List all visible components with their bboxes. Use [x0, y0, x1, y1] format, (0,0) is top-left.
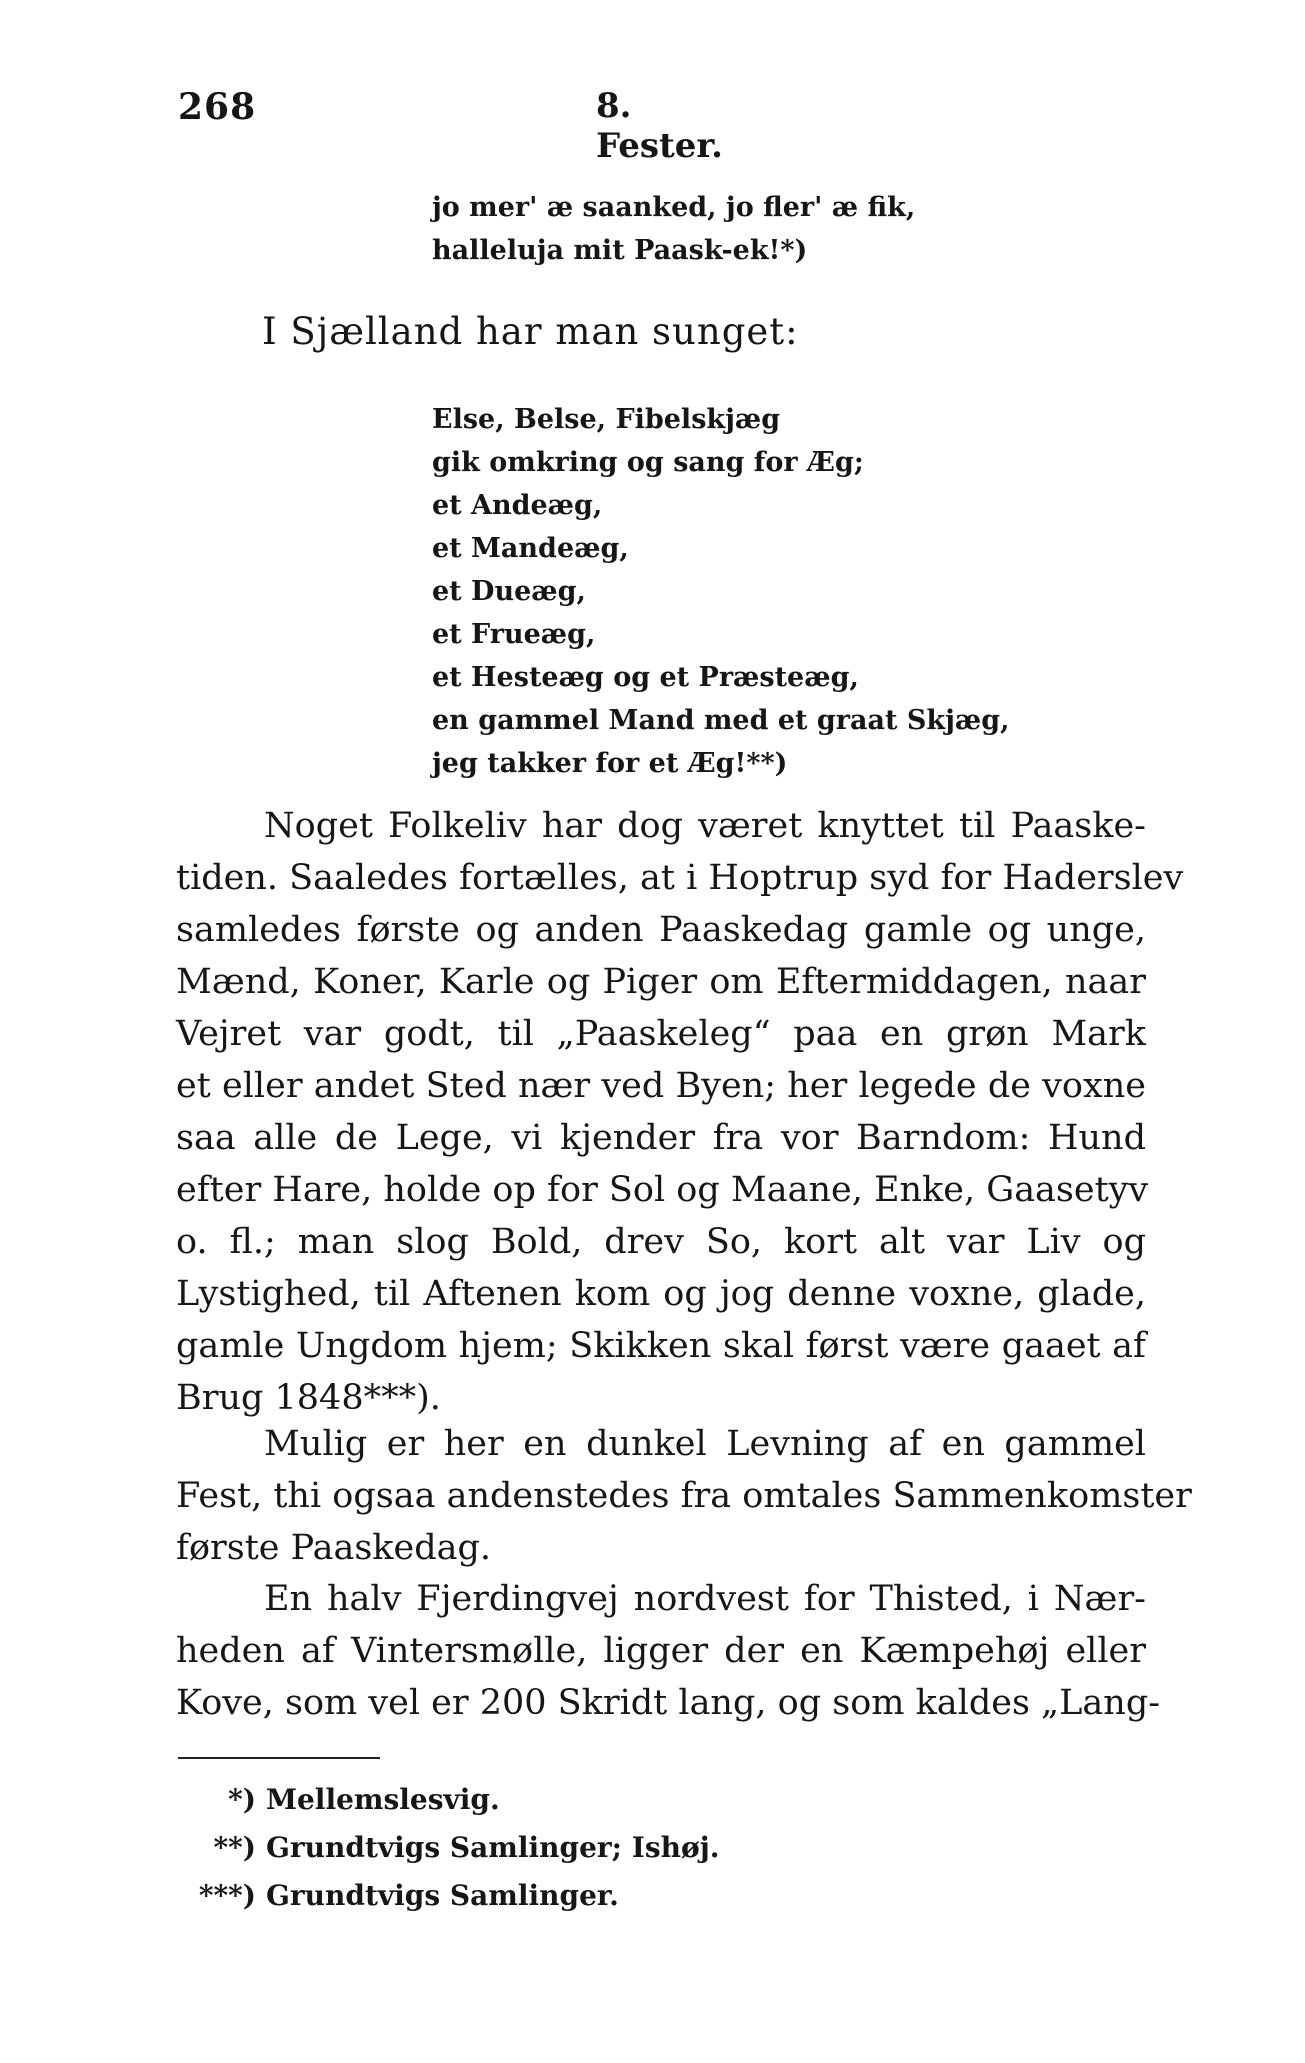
footnote-text: Grundtvigs Samlinger. [266, 1879, 619, 1912]
text-line: efter Hare, holde op for Sol og Maane, Enke, Gaasetyv [176, 1170, 1149, 1210]
verse-line: Else, Belse, Fibelskjæg [432, 404, 781, 435]
text-line: gamle Ungdom hjem; Skikken skal først være gaaet af [176, 1326, 1146, 1366]
footnote-mark: *) [228, 1783, 256, 1816]
text-line: Noget Folkeliv har dog været knyttet til Paaske- [264, 806, 1146, 846]
paragraph-1 [176, 800, 1184, 1424]
page-number: 268 [178, 86, 257, 128]
paragraph-2 [176, 1418, 1192, 1574]
text-line: Mulig er her en dunkel Levning af en gammel [264, 1424, 1146, 1464]
text-line: En halv Fjerdingvej nordvest for Thisted, i Nær- [264, 1579, 1146, 1619]
text-line: tiden. Saaledes fortælles, at i Hoptrup syd for Haderslev [176, 858, 1184, 898]
verse-line: jeg takker for et Æg!**) [432, 748, 788, 779]
footnote [168, 1824, 720, 1872]
footnote [168, 1776, 720, 1824]
text-line: Mænd, Koner, Karle og Piger om Eftermiddagen, naar [176, 962, 1146, 1002]
verse-line: et Mandeæg, [432, 533, 629, 564]
verse-line: et Dueæg, [432, 576, 586, 607]
text-line: samledes første og anden Paaskedag gamle og unge, [176, 910, 1146, 950]
text-line: Fest, thi ogsaa andenstedes fra omtales Sammenkomster [176, 1476, 1192, 1516]
text-line: Lystighed, til Aftenen kom og jog denne voxne, glade, [176, 1274, 1146, 1314]
verse-line: halleluja mit Paask-ek!*) [432, 235, 808, 266]
verse-line: en gammel Mand med et graat Skjæg, [432, 705, 1010, 736]
verse-line: et Andeæg, [432, 490, 603, 521]
footnote-mark: ***) [198, 1879, 256, 1912]
page-header [178, 86, 744, 166]
verse-line: jo mer' æ saanked, jo fler' æ fik, [432, 192, 916, 223]
text-line: første Paaskedag. [176, 1528, 492, 1568]
text-line: Kove, som vel er 200 Skridt lang, og som kaldes „Lang- [176, 1683, 1161, 1723]
footnotes [168, 1776, 720, 1920]
verse-block-1 [432, 186, 915, 272]
verse-line: et Hesteæg og et Præsteæg, [432, 662, 859, 693]
text-line: Vejret var godt, til „Paaskeleg“ paa en grøn Mark [176, 1014, 1146, 1054]
footnote-mark: **) [213, 1831, 256, 1864]
verse-block-2 [432, 398, 1009, 785]
text-line: saa alle de Lege, vi kjender fra vor Barndom: Hund [176, 1118, 1146, 1158]
footnote [168, 1872, 720, 1920]
paragraph-3 [176, 1573, 1161, 1729]
text-line: Brug 1848***). [176, 1378, 441, 1418]
footnote-divider [178, 1757, 380, 1759]
footnote-text: Grundtvigs Samlinger; Ishøj. [266, 1831, 720, 1864]
text-line: o. fl.; man slog Bold, drev So, kort alt var Liv og [176, 1222, 1146, 1262]
verse-line: et Frueæg, [432, 619, 596, 650]
running-title: 8. Fester. [596, 86, 724, 166]
verse-line: gik omkring og sang for Æg; [432, 447, 864, 478]
text-line: heden af Vintersmølle, ligger der en Kæmpehøj eller [176, 1631, 1146, 1671]
verse-intro-line: I Sjælland har man sunget: [262, 310, 799, 353]
text-line: et eller andet Sted nær ved Byen; her legede de voxne [176, 1066, 1146, 1106]
footnote-text: Mellemslesvig. [266, 1783, 500, 1816]
